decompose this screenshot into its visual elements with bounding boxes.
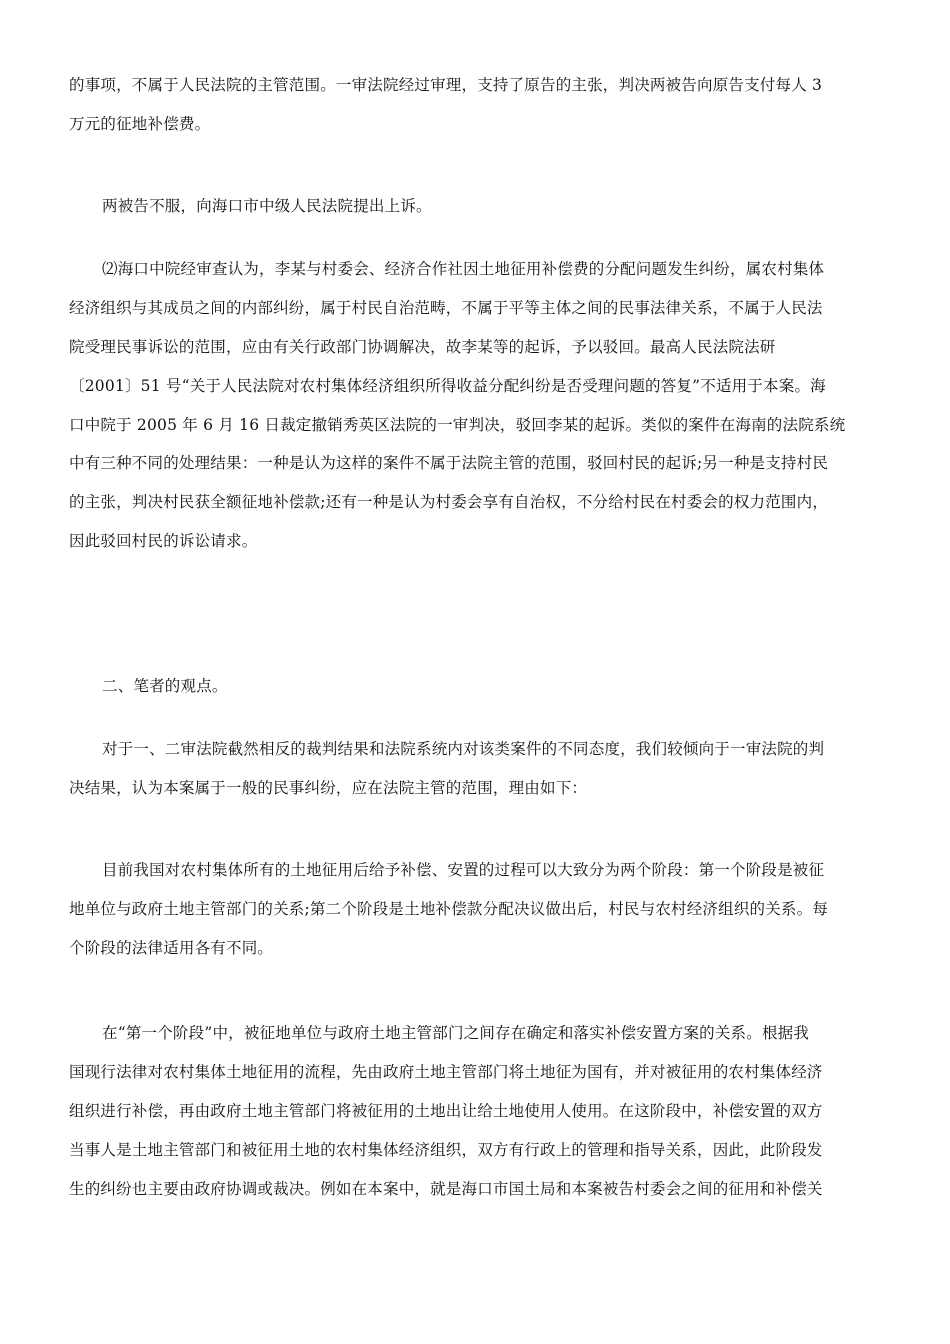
text-line: 口中院于 2005 年 6 月 16 日裁定撤销秀英区法院的一审判决，驳回李某的起诉。类似的案件在海南的法院系统: [69, 415, 846, 434]
text-line: 的主张，判决村民获全额征地补偿款;还有一种是认为村委会享有自治权，不分给村民在村委会的权力范围内，: [69, 493, 829, 512]
paragraph-judgment-continuation: [69, 66, 881, 144]
text-line: 经济组织与其成员之间的内部纠纷，属于村民自治范畴，不属于平等主体之间的民事法律关系，不属于人民法: [69, 298, 823, 317]
text-line: 院受理民事诉讼的范围，应由有关行政部门协调解决，故李某等的起诉，予以驳回。最高人民法院法研: [69, 337, 776, 356]
text-line: 生的纠纷也主要由政府协调或裁决。例如在本案中，就是海口市国土局和本案被告村委会之间的征用和补偿关: [69, 1179, 823, 1198]
paragraph-first-stage: [69, 1014, 881, 1208]
paragraph-appeal: [69, 187, 881, 226]
text-line: 目前我国对农村集体所有的土地征用后给予补偿、安置的过程可以大致分为两个阶段：第一个阶段是被征: [102, 861, 825, 879]
text-line: 个阶段的法律适用各有不同。: [69, 938, 274, 957]
text-line: 中有三种不同的处理结果：一种是认为这样的案件不属于法院主管的范围，驳回村民的起诉;另一种是支持村民: [69, 454, 829, 473]
text-line: 当事人是土地主管部门和被征用土地的农村集体经济组织，双方有行政上的管理和指导关系，因此，此阶段发: [69, 1140, 823, 1159]
section-heading-author-view: [69, 667, 881, 706]
paragraph-second-instance: [69, 250, 881, 561]
text-line: 〔2001〕51 号“关于人民法院对农村集体经济组织所得收益分配纠纷是否受理问题的答复”不适用于本案。海: [69, 376, 826, 395]
text-line: 在“第一个阶段”中，被征地单位与政府土地主管部门之间存在确定和落实补偿安置方案的关系。根据我: [102, 1024, 810, 1042]
text-line: 因此驳回村民的诉讼请求。: [69, 532, 258, 551]
paragraph-opinion: [69, 730, 881, 808]
text-line: 二、笔者的观点。: [102, 677, 228, 695]
text-line: 组织进行补偿，再由政府土地主管部门将被征用的土地出让给土地使用人使用。在这阶段中，补偿安置的双方: [69, 1101, 823, 1120]
text-line: 的事项，不属于人民法院的主管范围。一审法院经过审理，支持了原告的主张，判决两被告向原告支付每人 3: [69, 76, 823, 94]
text-line: 对于一、二审法院截然相反的裁判结果和法院系统内对该类案件的不同态度，我们较倾向于一审法院的判: [102, 740, 825, 758]
text-line: 决结果，认为本案属于一般的民事纠纷，应在法院主管的范围，理由如下：: [69, 778, 588, 797]
text-line: 国现行法律对农村集体土地征用的流程，先由政府土地主管部门将土地征为国有，并对被征用的农村集体经济: [69, 1062, 823, 1081]
text-line: 地单位与政府土地主管部门的关系;第二个阶段是土地补偿款分配决议做出后，村民与农村经济组织的关系。每: [69, 899, 829, 918]
text-line: ⑵海口中院经审查认为，李某与村委会、经济合作社因土地征用补偿费的分配问题发生纠纷，属农村集体: [102, 260, 825, 278]
text-line: 万元的征地补偿费。: [69, 114, 211, 133]
paragraph-two-stages: [69, 851, 881, 968]
text-line: 两被告不服，向海口市中级人民法院提出上诉。: [102, 197, 432, 215]
